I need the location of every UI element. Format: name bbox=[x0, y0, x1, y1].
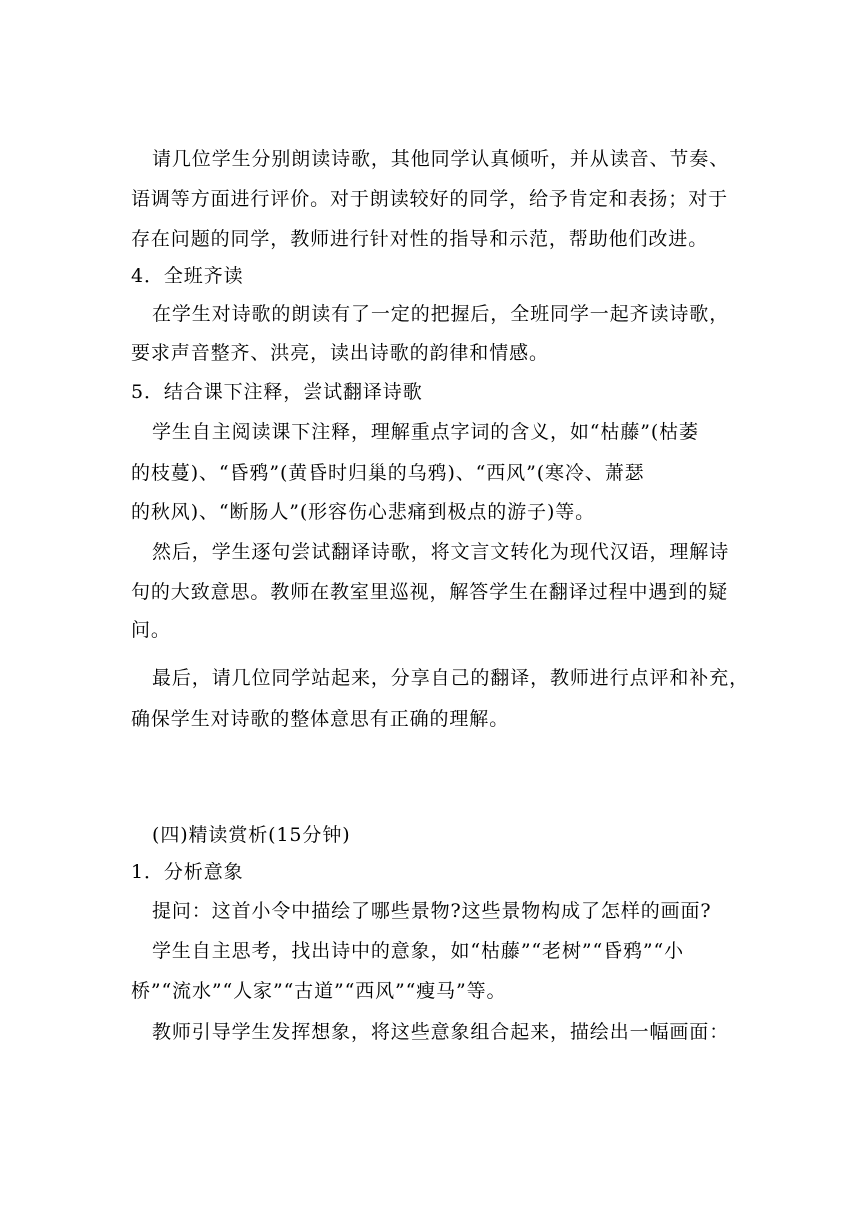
paragraph-line: 存在问题的同学，教师进行针对性的指导和示范，帮助他们改进。 bbox=[131, 228, 709, 250]
paragraph-line: 然后，学生逐句尝试翻译诗歌，将文言文转化为现代汉语，理解诗 bbox=[152, 541, 730, 563]
section-heading: 1．分析意象 bbox=[131, 861, 244, 883]
paragraph-line: 最后，请几位同学站起来，分享自己的翻译，教师进行点评和补充， bbox=[152, 667, 750, 689]
paragraph-line: 句的大致意思。教师在教室里巡视，解答学生在翻译过程中遇到的疑 bbox=[131, 581, 729, 603]
paragraph-line: 语调等方面进行评价。对于朗读较好的同学，给予肯定和表扬；对于 bbox=[131, 188, 729, 210]
paragraph-line: 学生自主阅读课下注释，理解重点字词的含义，如“枯藤”(枯萎 bbox=[152, 421, 699, 443]
paragraph-line: 教师引导学生发挥想象，将这些意象组合起来，描绘出一幅画面： bbox=[152, 1021, 730, 1043]
paragraph-line: 问。 bbox=[131, 619, 171, 641]
section-heading: 4．全班齐读 bbox=[131, 265, 244, 287]
paragraph-line: 提问：这首小令中描绘了哪些景物?这些景物构成了怎样的画面? bbox=[152, 900, 712, 922]
paragraph-line: 在学生对诗歌的朗读有了一定的把握后，全班同学一起齐读诗歌， bbox=[152, 303, 730, 325]
section-heading: (四)精读赏析(15分钟) bbox=[152, 824, 351, 846]
paragraph-line: 请几位学生分别朗读诗歌，其他同学认真倾听，并从读音、节奏、 bbox=[152, 148, 730, 170]
paragraph-line: 的秋风)、“断肠人”(形容伤心悲痛到极点的游子)等。 bbox=[131, 501, 596, 523]
paragraph-line: 桥”“流水”“人家”“古道”“西风”“瘦马”等。 bbox=[131, 980, 507, 1002]
paragraph-line: 学生自主思考，找出诗中的意象，如“枯藤”“老树”“昏鸦”“小 bbox=[152, 940, 684, 962]
paragraph-line: 要求声音整齐、洪亮，读出诗歌的韵律和情感。 bbox=[131, 342, 549, 364]
paragraph-line: 确保学生对诗歌的整体意思有正确的理解。 bbox=[131, 708, 510, 730]
section-heading: 5．结合课下注释，尝试翻译诗歌 bbox=[131, 381, 423, 403]
paragraph-line: 的枝蔓)、“昏鸦”(黄昏时归巢的乌鸦)、“西风”(寒冷、萧瑟 bbox=[131, 462, 645, 484]
